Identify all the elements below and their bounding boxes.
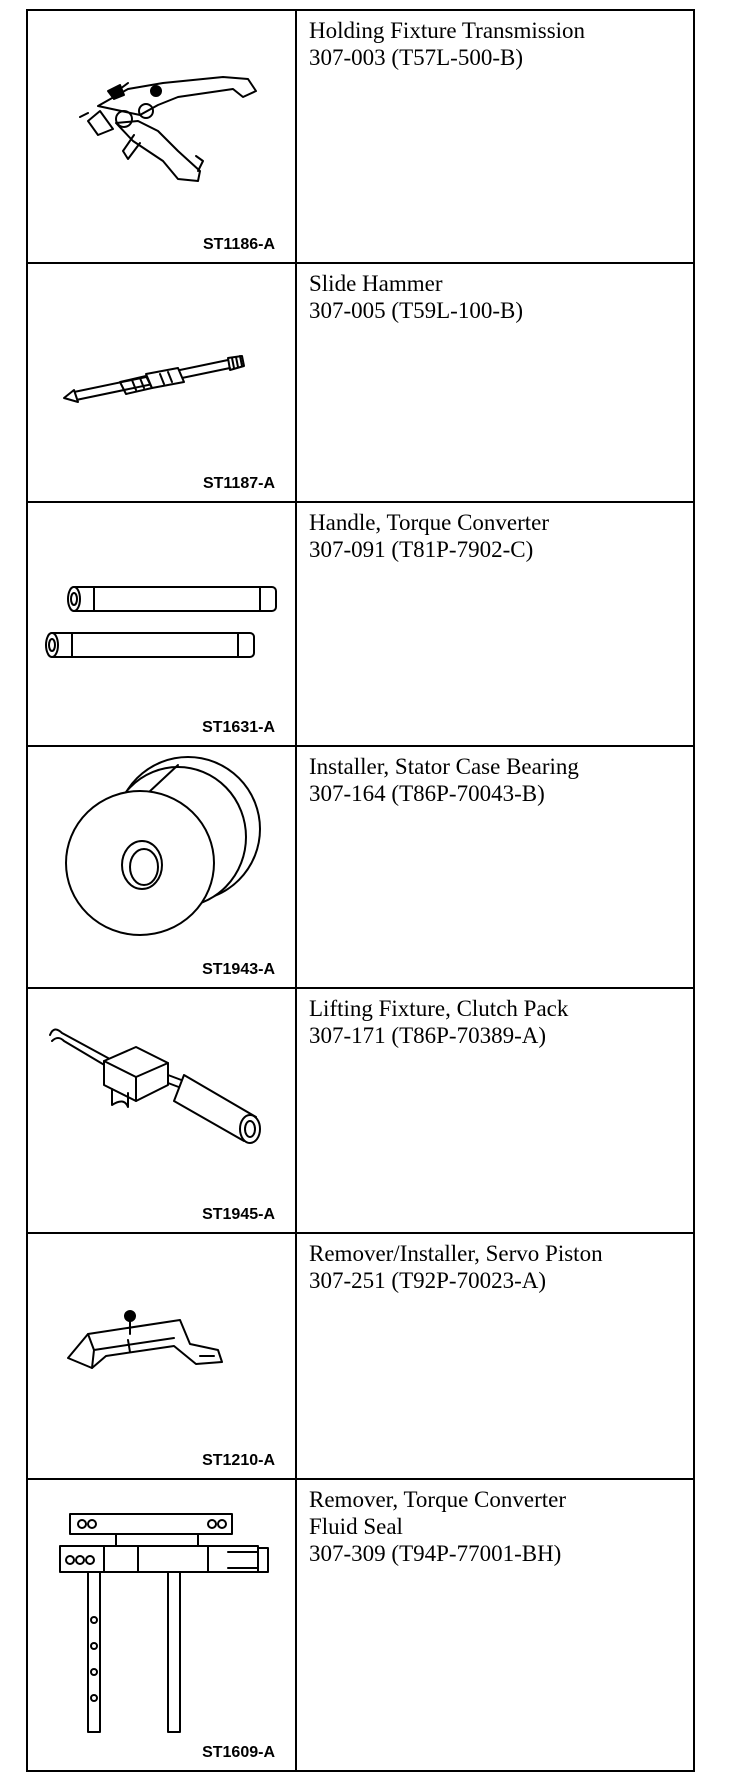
tool-number: 307-005 (T59L-100-B): [309, 298, 523, 323]
tool-name: Handle, Torque Converter: [309, 510, 550, 535]
holding-fixture-icon: [28, 11, 297, 262]
tool-number: 307-309 (T94P-77001-BH): [309, 1541, 562, 1566]
tool-name: Slide Hammer: [309, 271, 443, 296]
tool-description: [299, 989, 693, 1232]
tool-name-cont: Fluid Seal: [309, 1514, 403, 1539]
special-tools-table: [26, 9, 695, 1772]
seal-remover-icon: [28, 1480, 297, 1768]
image-code: ST1186-A: [202, 236, 275, 253]
tool-name: Installer, Stator Case Bearing: [309, 754, 579, 779]
tool-description: [299, 11, 693, 262]
table-row: [28, 1480, 693, 1770]
tool-image-cell: [28, 503, 297, 745]
tool-number: 307-171 (T86P-70389-A): [309, 1023, 546, 1048]
image-code: ST1945-A: [202, 1206, 275, 1223]
table-row: [28, 503, 693, 747]
tool-name: Remover/Installer, Servo Piston: [309, 1241, 603, 1266]
table-row: [28, 264, 693, 503]
tool-description: [299, 1234, 693, 1478]
table-row: [28, 11, 693, 264]
tool-description: [299, 503, 693, 745]
image-code: ST1631-A: [202, 719, 275, 736]
tool-image-cell: [28, 11, 297, 262]
tool-number: 307-091 (T81P-7902-C): [309, 537, 534, 562]
tool-image-cell: [28, 1234, 297, 1478]
image-code: ST1210-A: [202, 1452, 275, 1469]
table-row: [28, 989, 693, 1234]
slide-hammer-icon: [28, 264, 297, 501]
tool-name: Remover, Torque Converter: [309, 1487, 566, 1512]
image-code: ST1943-A: [202, 961, 275, 978]
tool-description: [299, 264, 693, 501]
tool-image-cell: [28, 747, 297, 987]
image-code: ST1609-A: [202, 1744, 275, 1761]
tool-number: 307-164 (T86P-70043-B): [309, 781, 545, 806]
tool-name: Holding Fixture Transmission: [309, 18, 586, 43]
tool-image-cell: [28, 1480, 297, 1770]
bearing-installer-icon: [28, 747, 297, 987]
tool-description: [299, 747, 693, 987]
tool-image-cell: [28, 264, 297, 501]
tool-number: 307-251 (T92P-70023-A): [309, 1268, 546, 1293]
table-row: [28, 747, 693, 989]
servo-piston-tool-icon: [28, 1234, 297, 1478]
image-code: ST1187-A: [202, 475, 275, 492]
lifting-fixture-icon: [28, 989, 297, 1232]
tool-image-cell: [28, 989, 297, 1232]
handle-tubes-icon: [28, 503, 297, 745]
tool-description: [299, 1480, 693, 1770]
tool-name: Lifting Fixture, Clutch Pack: [309, 996, 569, 1021]
table-row: [28, 1234, 693, 1480]
tool-number: 307-003 (T57L-500-B): [309, 45, 523, 70]
